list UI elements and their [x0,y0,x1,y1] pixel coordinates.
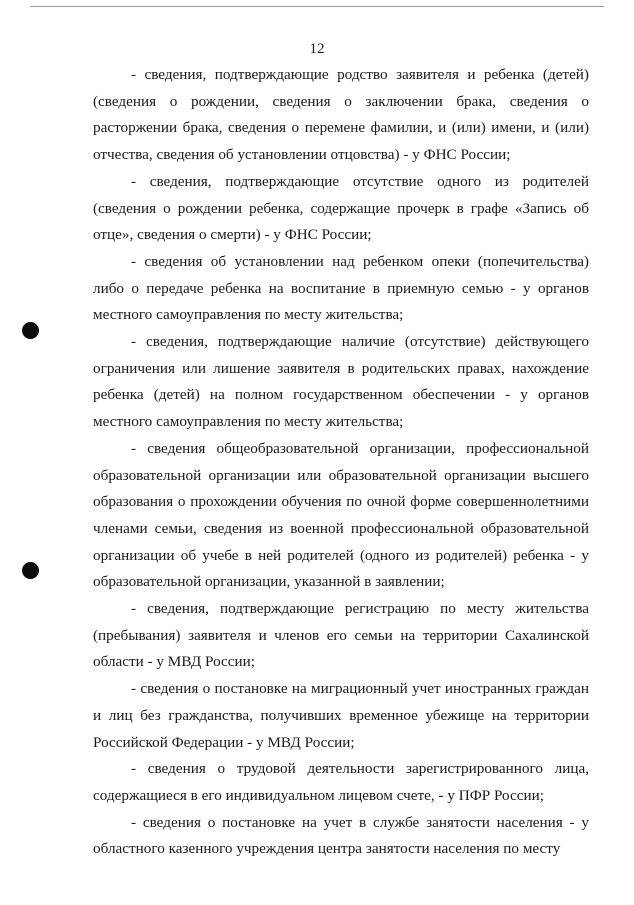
paragraph-registration-info: - сведения, подтверждающие регистрацию по месту жительства (пребывания) заявителя и членов его семьи на территории Сахалинской области - у МВД России; [93,600,589,671]
paragraph-parent-absence-info: - сведения, подтверждающие отсутствие одного из родителей (сведения о рождении ребенка, содержащие прочерк в графе «Запись об отце», сведения о смерти) - у ФНС России; [93,172,589,244]
paragraph-kinship-info: - сведения, подтверждающие родство заявителя и ребенка (детей) (сведения о рождении, сведения о заключении брака, сведения о расторжении брака, сведения о перемене фамилии, и (или) имени, и (или) отчества, сведения об установлении отцовства) - у ФНС России; [93,66,589,164]
page-number: 12 [309,41,325,57]
paragraph-guardianship-info: - сведения об установлении над ребенком опеки (попечительства) либо о передаче ребенка на воспитание в приемную семью - у органов местного самоуправления по месту жительства; [93,252,589,324]
paragraph-parental-rights-info: - сведения, подтверждающие наличие (отсутствие) действующего ограничения или лишение заявителя в родительских правах, нахождение ребенка (детей) на полном государственном обеспечении - у органов местного самоуправления по месту жительства; [93,333,589,431]
document-body [93,62,589,863]
paragraph-unemployment-info: - сведения о постановке на учет в службе занятости населения - у областного казенного учреждения центра занятости населения по месту [93,813,589,858]
top-edge-line [30,6,604,7]
punch-hole-bottom [22,562,39,579]
paragraph-employment-info: - сведения о трудовой деятельности зарегистрированного лица, содержащиеся в его индивидуальном лицевом счете, - у ПФР России; [93,760,589,804]
paragraph-migration-info: - сведения о постановке на миграционный учет иностранных граждан и лиц без гражданства, получивших временное убежище на территории Российской Федерации - у МВД России; [93,680,589,751]
paragraph-education-info: - сведения общеобразовательной организации, профессиональной образовательной организации или образовательной организации высшего образования о прохождении обучения по очной форме совершеннолетними членами семьи, сведения из военной профессиональной образовательной организации об учебе в ней родителей (одного из родителей) ребенка - у образовательной организации, указанной в заявлении; [93,439,589,591]
punch-hole-top [22,322,39,339]
